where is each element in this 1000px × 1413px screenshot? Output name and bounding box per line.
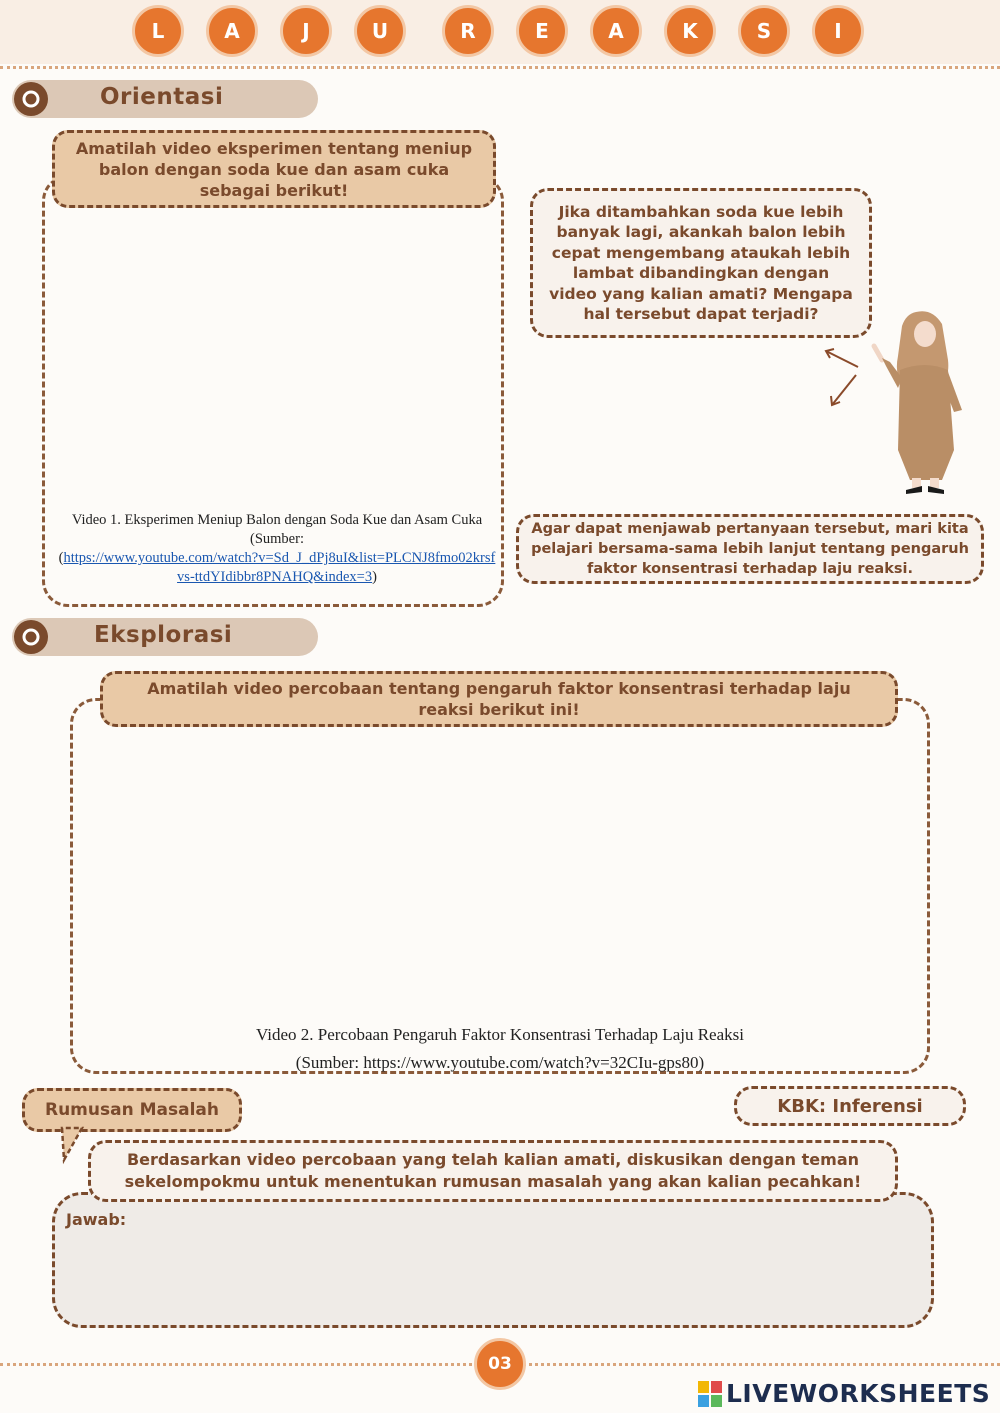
title-letter <box>664 5 716 57</box>
rumusan-masalah-label-text: Rumusan Masalah <box>44 1100 219 1120</box>
prompt-box <box>516 514 984 584</box>
orientasi-title: Orientasi <box>100 84 224 110</box>
video-2-player[interactable] <box>92 738 908 1016</box>
title-letters <box>132 5 872 61</box>
brand-name: LIVEWORKSHEETS <box>726 1379 991 1408</box>
teacher-illustration <box>870 300 970 500</box>
eksplorasi-title: Eksplorasi <box>94 622 233 648</box>
page-number <box>474 1338 526 1390</box>
kbk-badge <box>734 1086 966 1126</box>
orientasi-instruction <box>52 130 496 208</box>
video-1-caption <box>52 511 502 587</box>
video-1-player[interactable] <box>60 215 488 505</box>
title-letter-text: E <box>535 19 549 43</box>
header-divider <box>0 66 1000 69</box>
arrows-icon <box>818 345 866 411</box>
title-letter-text: U <box>371 19 389 43</box>
page-number-text: 03 <box>488 1354 512 1374</box>
title-letter-text: L <box>151 19 165 43</box>
title-letter-text: A <box>608 19 624 43</box>
rumusan-masalah-label <box>22 1088 242 1132</box>
title-letter <box>590 5 642 57</box>
title-letter <box>442 5 494 57</box>
speech-tail <box>58 1126 88 1166</box>
liveworksheets-logo[interactable] <box>698 1378 994 1410</box>
eksplorasi-instruction <box>100 671 898 727</box>
video-1-source-line <box>52 549 502 587</box>
title-letter <box>738 5 790 57</box>
video-2-caption <box>80 1021 920 1077</box>
eksplorasi-header <box>12 618 318 656</box>
answer-box[interactable] <box>52 1192 934 1328</box>
video-1-caption-title: Video 1. Eksperimen Meniup Balon dengan Soda Kue dan Asam Cuka <box>71 512 483 528</box>
question-box <box>530 188 872 338</box>
orientasi-header <box>12 80 318 118</box>
question-text: Jika ditambahkan soda kue lebih banyak lagi, akankah balon lebih cepat mengembang ataukah lebih lambat dibandingkan dengan video yang kalian amati? Mengapa hal tersebut dapat terjadi? <box>549 202 853 323</box>
title-letter <box>132 5 184 57</box>
paren-close: ) <box>372 569 377 585</box>
title-letter <box>280 5 332 57</box>
rumusan-instruction-text: Berdasarkan video percobaan yang telah kalian amati, diskusikan dengan teman sekelompokmu untuk menentukan rumusan masalah yang akan kalian pecahkan! <box>124 1150 862 1191</box>
orientasi-instruction-text: Amatilah video eksperimen tentang meniup balon dengan soda kue dan asam cuka sebagai berikut! <box>75 138 473 200</box>
prompt-text: Agar dapat menjawab pertanyaan tersebut, mari kita pelajari bersama-sama lebih lanjut tentang pengaruh faktor konsentrasi terhadap laju reaksi. <box>531 521 969 577</box>
title-letter-text: J <box>302 19 310 43</box>
search-icon <box>14 620 48 654</box>
title-letter-text: I <box>834 19 842 43</box>
title-letter <box>812 5 864 57</box>
title-letter-text: R <box>460 19 476 43</box>
video-1-caption-source-label: (Sumber: <box>250 531 304 547</box>
kbk-value: : Inferensi <box>818 1095 923 1117</box>
video-2-caption-title: Video 2. Percobaan Pengaruh Faktor Konsentrasi Terhadap Laju Reaksi <box>256 1025 744 1044</box>
title-letter-text: S <box>756 19 772 43</box>
kbk-label: KBK <box>777 1095 819 1117</box>
search-icon <box>14 82 48 116</box>
title-letter-text: K <box>682 19 698 43</box>
paren-open: ( <box>58 550 64 566</box>
eksplorasi-instruction-text: Amatilah video percobaan tentang pengaruh faktor konsentrasi terhadap laju reaksi berikut ini! <box>147 679 851 719</box>
rumusan-instruction <box>88 1140 898 1202</box>
video-1-source-link[interactable]: https://www.youtube.com/watch?v=Sd_J_dPj8uI&list=PLCNJ8fmo02krsfvs-ttdYIdibbr8PNAHQ&index=3 <box>63 550 496 585</box>
title-letter <box>516 5 568 57</box>
logo-mark-icon <box>698 1381 722 1407</box>
title-letter <box>354 5 406 57</box>
title-letter <box>206 5 258 57</box>
title-letter-text: A <box>224 19 240 43</box>
answer-label: Jawab: <box>66 1210 127 1229</box>
video-2-caption-source: (Sumber: https://www.youtube.com/watch?v=32CIu-gps80) <box>295 1053 705 1072</box>
